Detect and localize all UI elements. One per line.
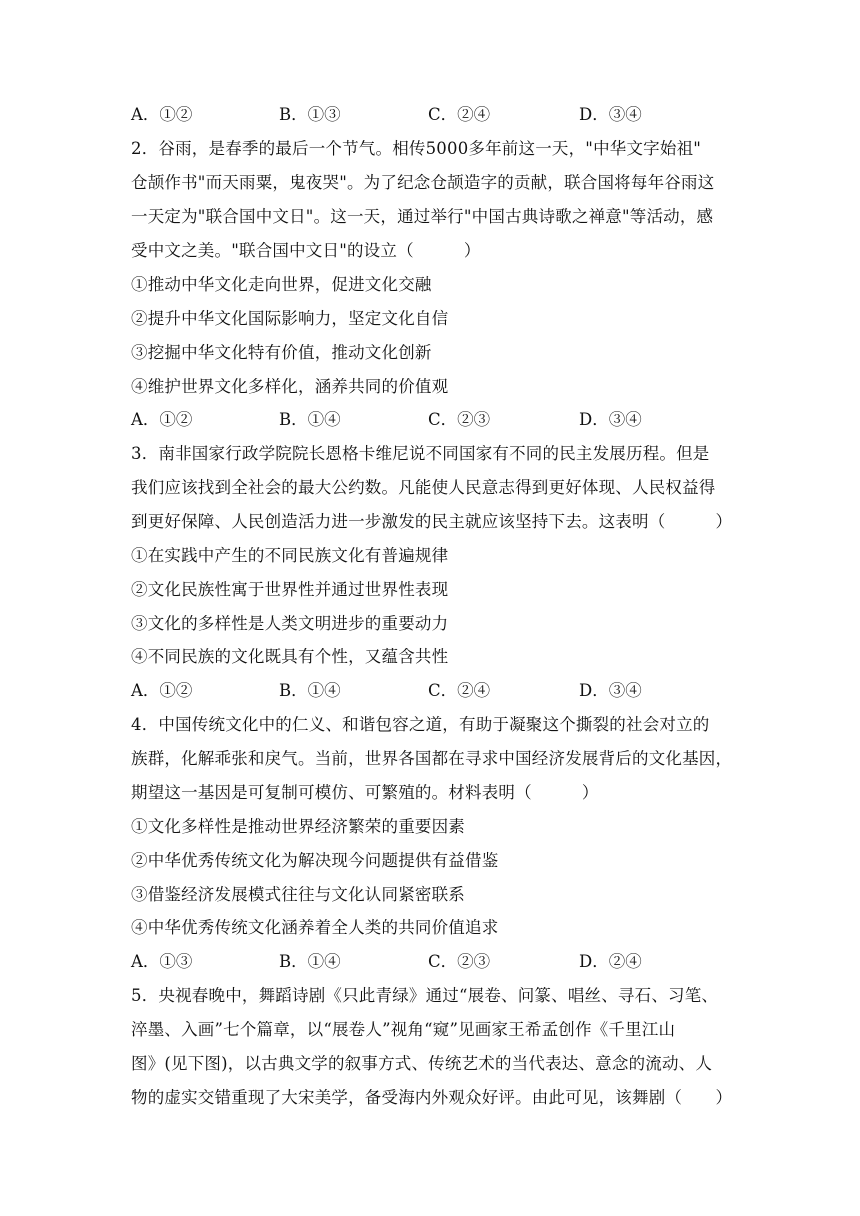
q4-item-3: ③借鉴经济发展模式往往与文化认同紧密联系 <box>131 885 465 904</box>
q4-option-d: D．②④ <box>579 952 642 971</box>
q2-option-d: D．③④ <box>579 410 642 429</box>
q4-item-2: ②中华优秀传统文化为解决现今问题提供有益借鉴 <box>131 851 499 870</box>
q5-stem-line-4: 物的虚实交错重现了大宋美学，备受海内外观众好评。由此可见，该舞剧（ ） <box>131 1088 733 1107</box>
q2-item-2: ②提升中华文化国际影响力，坚定文化自信 <box>131 309 449 328</box>
q2-options <box>131 409 741 431</box>
q2-stem-line-4: 受中文之美。"联合国中文日"的设立（ ） <box>131 241 481 260</box>
q2-stem-line-3: 一天定为"联合国中文日"。这一天，通过举行"中国古典诗歌之禅意"等活动，感 <box>131 207 714 226</box>
q4-option-c: C．②③ <box>428 952 491 971</box>
q2-item-1: ①推动中华文化走向世界，促进文化交融 <box>131 275 432 294</box>
q5-stem-line-1: 5．央视春晚中，舞蹈诗剧《只此青绿》通过“展卷、问篆、唱丝、寻石、习笔、 <box>131 986 719 1005</box>
q3-item-3: ③文化的多样性是人类文明进步的重要动力 <box>131 614 449 633</box>
q3-option-c: C．②④ <box>428 681 491 700</box>
q1-option-b: B．①③ <box>279 105 341 124</box>
q1-option-a: A．①② <box>131 105 193 124</box>
q4-stem-line-2: 族群，化解乖张和戾气。当前，世界各国都在寻求中国经济发展背后的文化基因， <box>131 749 733 768</box>
q5-stem-line-3: 图》(见下图)，以古典文学的叙事方式、传统艺术的当代表达、意念的流动、人 <box>131 1054 713 1073</box>
q2-stem-line-1: 2．谷雨，是春季的最后一个节气。相传5000多年前这一天，"中华文字始祖" <box>131 139 702 158</box>
q5-stem-line-2: 淬墨、入画”七个篇章，以“展卷人”视角“窥”见画家王希孟创作《千里江山 <box>131 1020 676 1039</box>
q1-option-c: C．②④ <box>428 105 491 124</box>
q3-option-b: B．①④ <box>279 681 341 700</box>
q4-stem-line-3: 期望这一基因是可复制可模仿、可繁殖的。材料表明（ ） <box>131 783 599 802</box>
q3-option-a: A．①② <box>131 681 193 700</box>
q4-options <box>131 951 741 973</box>
q3-stem-line-3: 到更好保障、人民创造活力进一步激发的民主就应该坚持下去。这表明（ ） <box>131 512 733 531</box>
q3-item-2: ②文化民族性寓于世界性并通过世界性表现 <box>131 580 449 599</box>
q4-option-a: A．①③ <box>131 952 193 971</box>
q2-item-4: ④维护世界文化多样化，涵养共同的价值观 <box>131 377 449 396</box>
q4-stem-line-1: 4．中国传统文化中的仁义、和谐包容之道，有助于凝聚这个撕裂的社会对立的 <box>131 715 710 734</box>
q3-option-d: D．③④ <box>579 681 642 700</box>
q2-option-c: C．②③ <box>428 410 491 429</box>
q3-options <box>131 680 741 702</box>
q3-item-1: ①在实践中产生的不同民族文化有普遍规律 <box>131 546 449 565</box>
q3-stem-line-1: 3．南非国家行政学院院长恩格卡维尼说不同国家有不同的民主发展历程。但是 <box>131 444 710 463</box>
q4-option-b: B．①④ <box>279 952 341 971</box>
q1-option-d: D．③④ <box>579 105 642 124</box>
q3-item-4: ④不同民族的文化既具有个性，又蕴含共性 <box>131 647 449 666</box>
q2-option-b: B．①④ <box>279 410 341 429</box>
q2-stem-line-2: 仓颉作书"而天雨粟，鬼夜哭"。为了纪念仓颉造字的贡献，联合国将每年谷雨这 <box>131 173 715 192</box>
q1-options <box>131 104 741 126</box>
q2-option-a: A．①② <box>131 410 193 429</box>
q2-item-3: ③挖掘中华文化特有价值，推动文化创新 <box>131 343 432 362</box>
q3-stem-line-2: 我们应该找到全社会的最大公约数。凡能使人民意志得到更好体现、人民权益得 <box>131 478 716 497</box>
q4-item-1: ①文化多样性是推动世界经济繁荣的重要因素 <box>131 817 465 836</box>
q4-item-4: ④中华优秀传统文化涵养着全人类的共同价值追求 <box>131 918 499 937</box>
